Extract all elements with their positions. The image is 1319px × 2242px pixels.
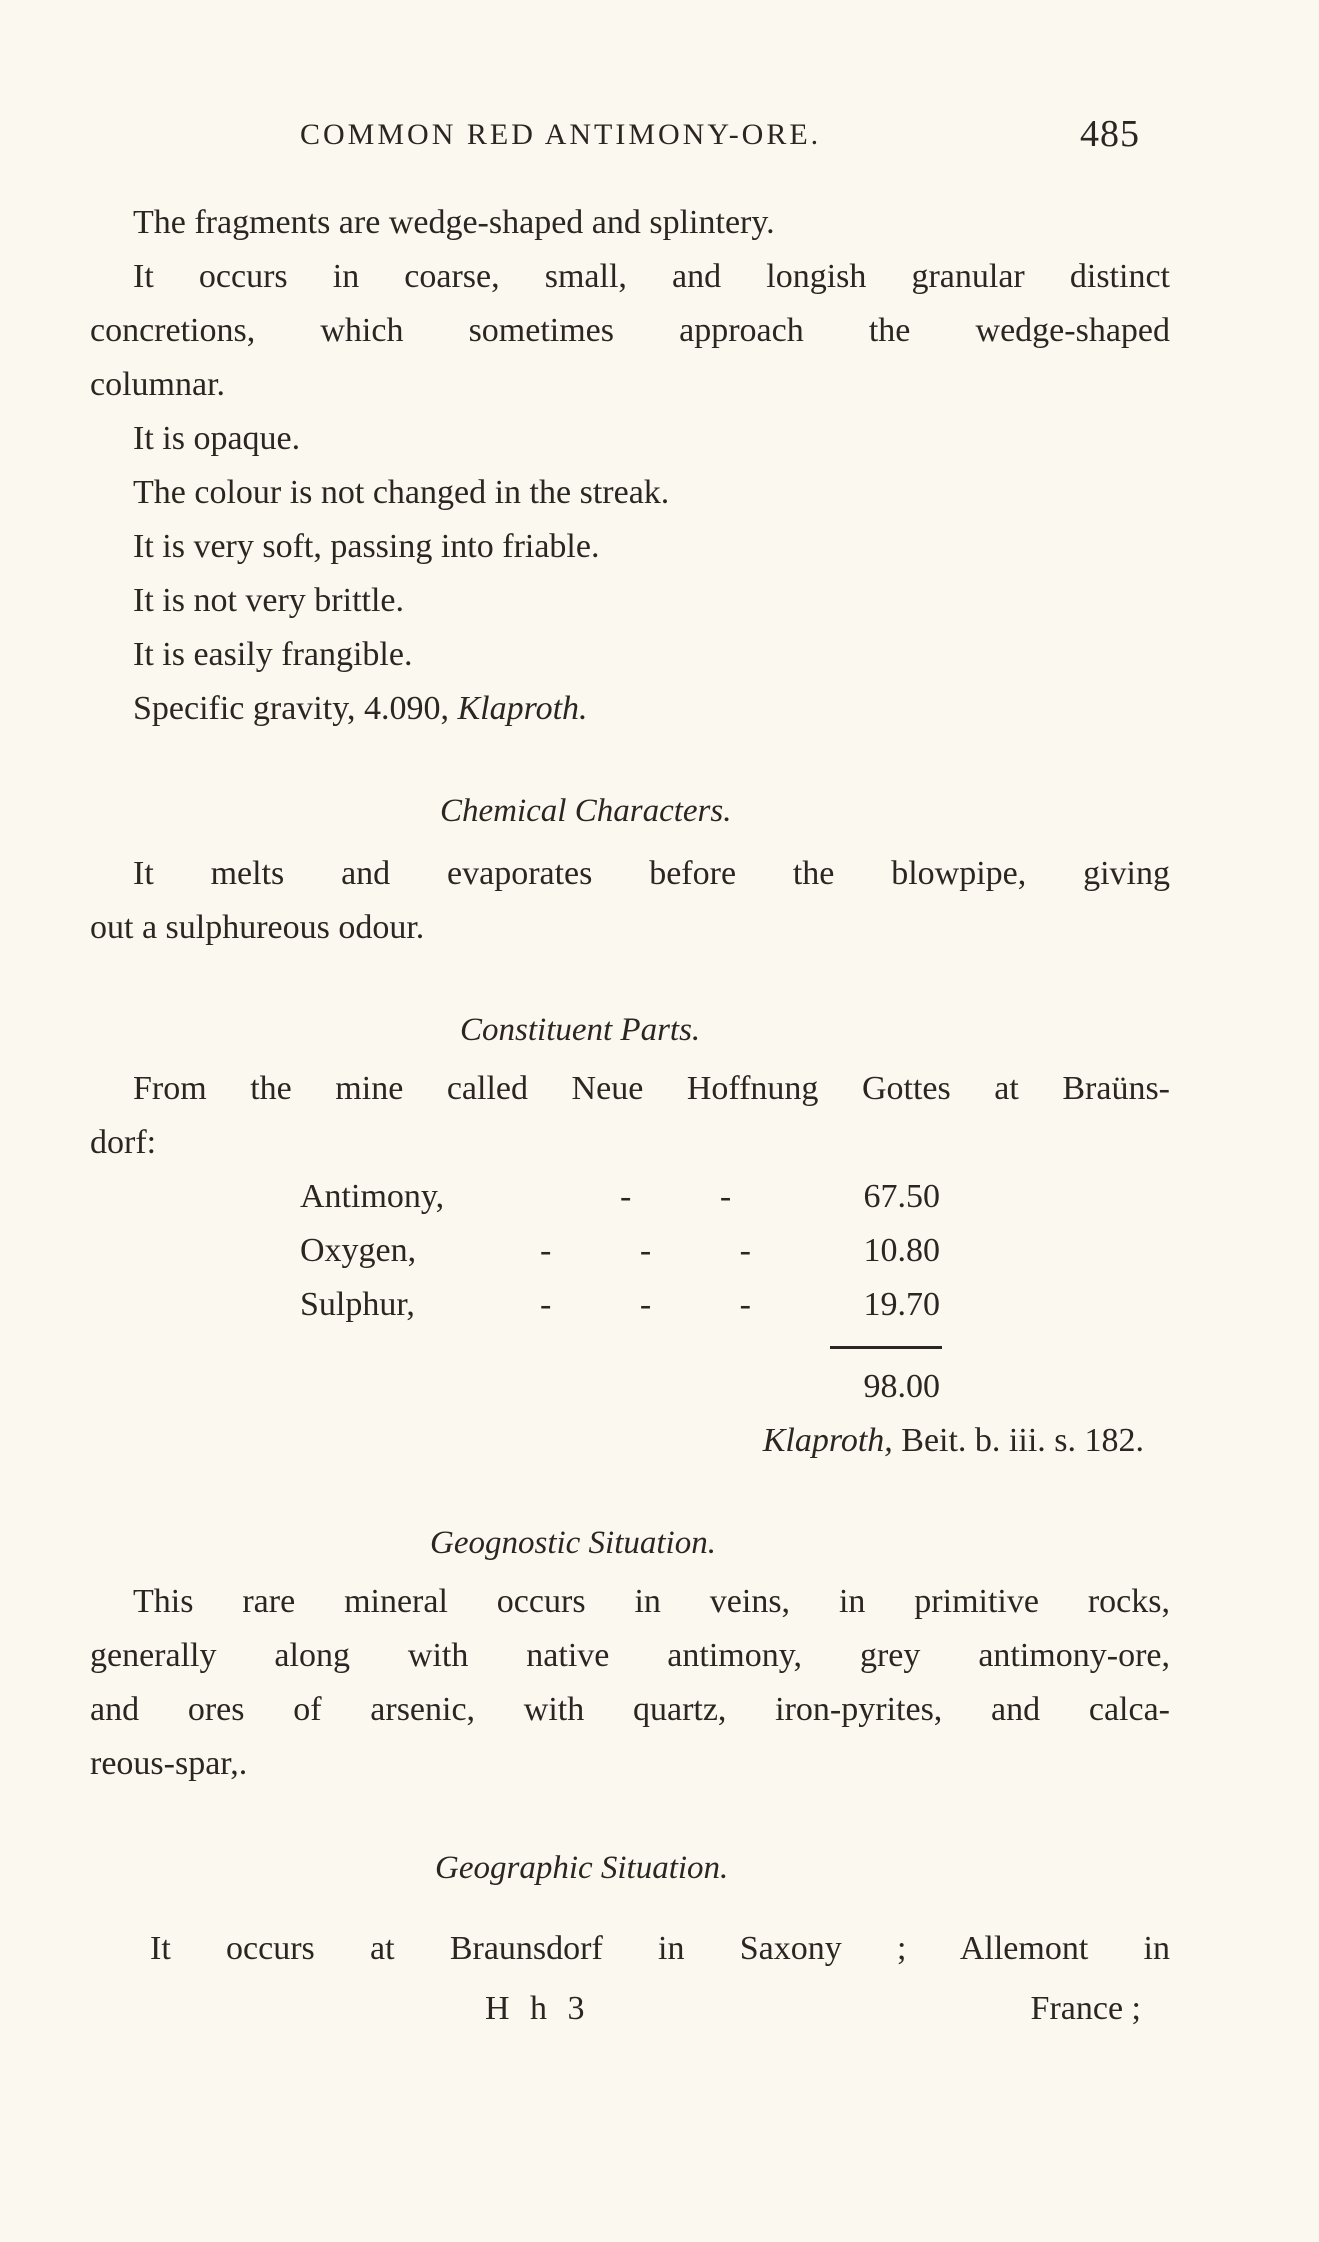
body-line: columnar. bbox=[90, 366, 226, 403]
section-heading-chemical: Chemical Characters. bbox=[440, 793, 732, 829]
body-line: From the mine called Neue Hoffnung Gottes at Braüns- bbox=[133, 1070, 1170, 1107]
citation-ref: Beit. b. iii. s. 182. bbox=[892, 1422, 1144, 1459]
body-line: dorf: bbox=[90, 1124, 157, 1161]
body-line: It is very soft, passing into friable. bbox=[133, 528, 600, 565]
body-line: It occurs in coarse, small, and longish granular distinct bbox=[133, 258, 1170, 295]
body-line: It is easily frangible. bbox=[133, 636, 413, 673]
constituent-value: 19.70 bbox=[863, 1286, 940, 1323]
body-line: concretions, which sometimes approach the wedge-shaped bbox=[90, 312, 1170, 349]
body-line: generally along with native antimony, grey antimony-ore, bbox=[90, 1637, 1170, 1674]
leader-dots: - - - bbox=[540, 1232, 791, 1269]
catchword: France ; bbox=[1030, 1990, 1141, 2027]
body-line: It melts and evaporates before the blowpipe, giving bbox=[133, 855, 1170, 892]
citation-author: Klaproth, bbox=[762, 1422, 893, 1459]
specific-gravity-author: Klaproth. bbox=[457, 690, 588, 727]
body-line: The colour is not changed in the streak. bbox=[133, 474, 670, 511]
table-total-row bbox=[300, 1370, 950, 1410]
page-header bbox=[300, 113, 1140, 168]
leader-dots: - - - bbox=[540, 1286, 791, 1323]
constituent-total: 98.00 bbox=[863, 1368, 940, 1405]
constituent-name: Antimony, bbox=[300, 1178, 445, 1215]
body-line: It occurs at Braunsdorf in Saxony ; Allemont in bbox=[150, 1930, 1170, 1967]
section-heading-geognostic: Geognostic Situation. bbox=[430, 1525, 716, 1561]
specific-gravity-text: Specific gravity, 4.090, bbox=[133, 690, 458, 727]
section-heading-constituent: Constituent Parts. bbox=[460, 1012, 701, 1048]
constituent-value: 67.50 bbox=[863, 1178, 940, 1215]
signature-mark: H h 3 bbox=[485, 1990, 591, 2027]
table-row bbox=[300, 1180, 950, 1220]
section-heading-geographic: Geographic Situation. bbox=[435, 1850, 729, 1886]
body-line: and ores of arsenic, with quartz, iron-pyrites, and calca- bbox=[90, 1691, 1170, 1728]
citation bbox=[763, 1424, 1144, 1458]
body-line: It is not very brittle. bbox=[133, 582, 405, 619]
specific-gravity-line bbox=[133, 692, 588, 726]
constituent-name: Oxygen, bbox=[300, 1232, 417, 1269]
body-line: This rare mineral occurs in veins, in primitive rocks, bbox=[133, 1583, 1170, 1620]
table-row bbox=[300, 1288, 950, 1328]
running-head: COMMON RED ANTIMONY-ORE. bbox=[300, 118, 822, 151]
body-line: The fragments are wedge-shaped and splintery. bbox=[133, 204, 775, 241]
table-row bbox=[300, 1234, 950, 1274]
leader-dots: - - bbox=[620, 1178, 772, 1215]
body-line: reous-spar,. bbox=[90, 1745, 248, 1782]
constituent-name: Sulphur, bbox=[300, 1286, 415, 1323]
page-number: 485 bbox=[1080, 113, 1140, 155]
body-line: out a sulphureous odour. bbox=[90, 909, 425, 946]
constituent-value: 10.80 bbox=[863, 1232, 940, 1269]
sum-rule bbox=[830, 1346, 942, 1349]
body-line: It is opaque. bbox=[133, 420, 301, 457]
